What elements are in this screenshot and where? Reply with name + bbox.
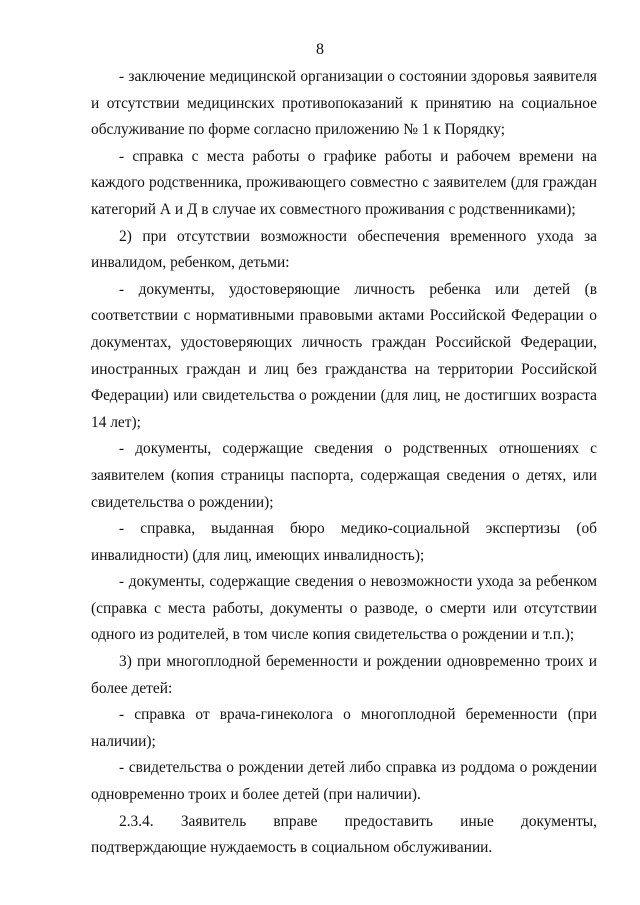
paragraph: 2) при отсутствии возможности обеспечения временного ухода за инвалидом, ребенком, детьми: (91, 227, 597, 272)
paragraph: - свидетельства о рождении детей либо справка из роддома о рождении одновременно троих и более детей (при наличии). (91, 759, 597, 804)
paragraph: - справка с места работы о графике работы и рабочем времени на каждого родственника, проживающего совместно с заявителем (для граждан категорий А и Д в случае их совместного проживания с родственниками); (91, 147, 597, 218)
paragraph: 2.3.4. Заявитель вправе предоставить иные документы, подтверждающие нуждаемость в социальном обслуживании. (91, 812, 597, 857)
paragraph: - справка от врача-гинеколога о многоплодной беременности (при наличии); (91, 706, 597, 750)
paragraph: - документы, удостоверяющие личность ребенка или детей (в соответствии с нормативными правовыми актами Российской Федерации о документах, удостоверяющих личность граждан Российской Федерации, иностранных граждан и лиц без гражданства на территории Российской Федерации) или свидетельства о рождении (для лиц, не достигших возраста 14 лет); (91, 280, 597, 431)
page-number: 8 (316, 41, 324, 58)
paragraph: - справка, выданная бюро медико-социальной экспертизы (об инвалидности) (для лиц, имеющих инвалидность); (91, 520, 597, 564)
paragraph: 3) при многоплодной беременности и рождении одновременно троих и более детей: (91, 653, 597, 697)
paragraph: - заключение медицинской организации о состоянии здоровья заявителя и отсутствии медицинских противопоказаний к принятию на социальное обслуживание по форме согласно приложению № 1 к Порядку; (91, 68, 597, 139)
paragraph: - документы, содержащие сведения о родственных отношениях с заявителем (копия страницы паспорта, содержащая сведения о детях, или свидетельства о рождении); (91, 440, 597, 511)
paragraph: - документы, содержащие сведения о невозможности ухода за ребенком (справка с места работы, документы о разводе, о смерти или отсутствии одного из родителей, в том числе копия свидетельства о рождении и т.п.); (91, 573, 597, 644)
document-body (91, 64, 597, 862)
